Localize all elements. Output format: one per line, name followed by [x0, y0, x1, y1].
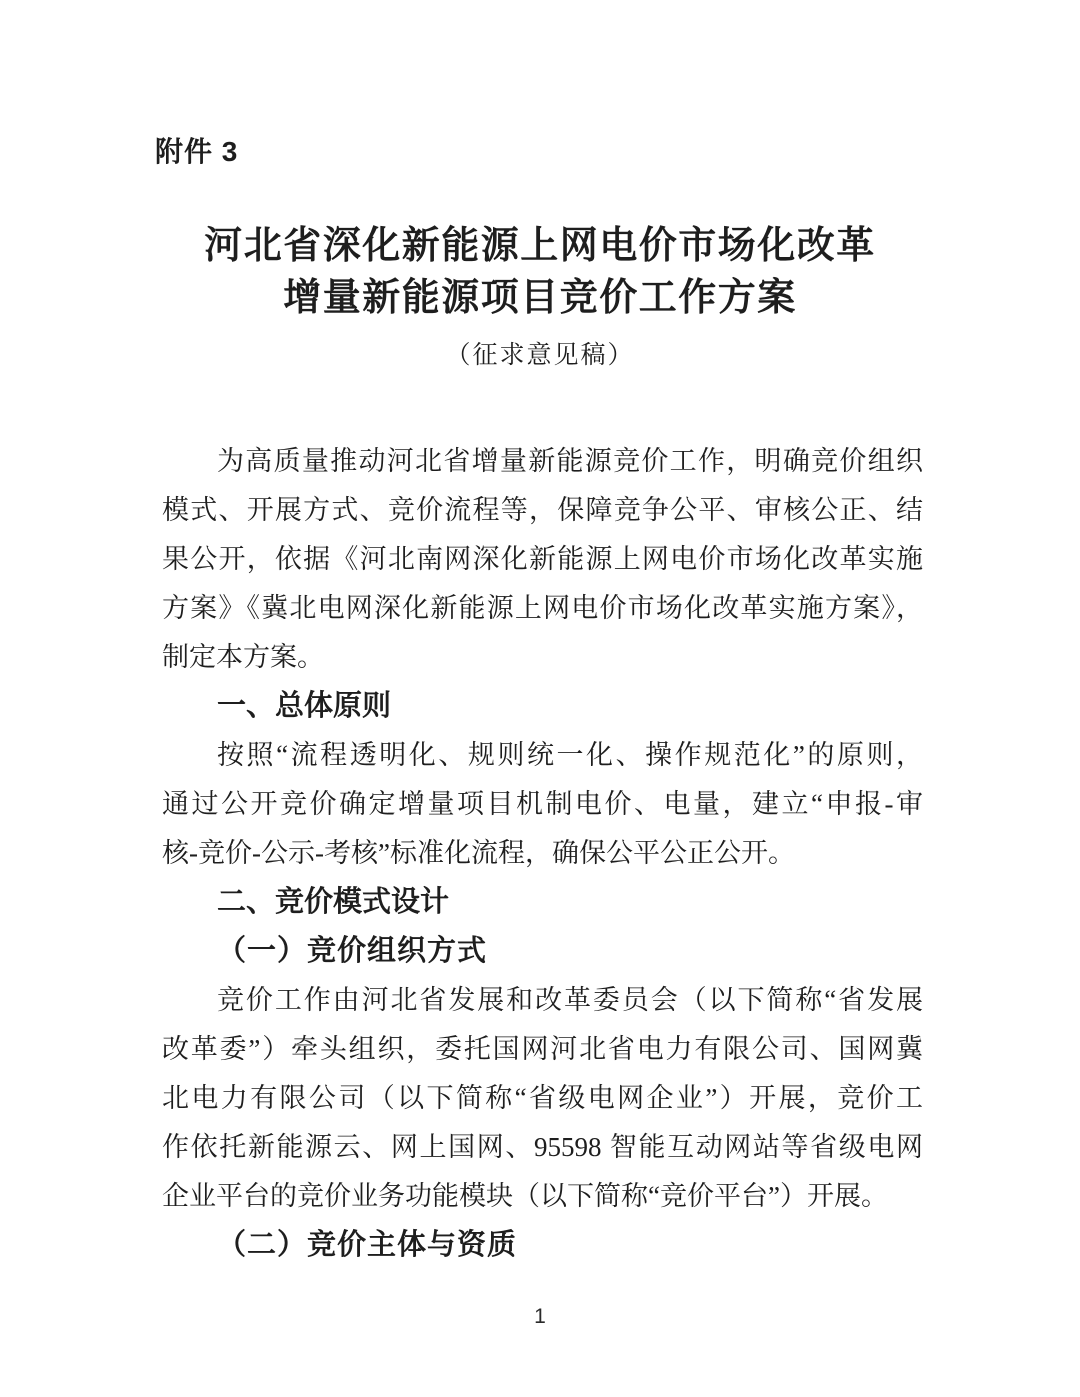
subsection-heading-2-1: （一）竞价组织方式 [217, 935, 488, 967]
subsection-heading-2-2: （二）竞价主体与资质 [217, 1229, 518, 1261]
paragraph-line: 竞价工作由河北省发展和改革委员会（以下简称“省发展 [217, 985, 923, 1015]
paragraph-line: 模式、开展方式、竞价流程等，保障竞争公平、审核公正、结 [162, 495, 923, 525]
paragraph-line: 为高质量推动河北省增量新能源竞价工作，明确竞价组织 [217, 446, 923, 476]
paragraph-line: 企业平台的竞价业务功能模块（以下简称“竞价平台”）开展。 [162, 1181, 888, 1211]
doc-title-line-1: 河北省深化新能源上网电价市场化改革 [204, 225, 876, 267]
doc-title-line-2: 增量新能源项目竞价工作方案 [283, 277, 797, 319]
paragraph-line: 制定本方案。 [162, 642, 324, 672]
paragraph-line: 方案》《冀北电网深化新能源上网电价市场化改革实施方案》， [162, 593, 923, 623]
paragraph-line: 改革委”）牵头组织，委托国网河北省电力有限公司、国网冀 [162, 1034, 923, 1064]
doc-subtitle: （征求意见稿） [445, 342, 635, 369]
attachment-label: 附件 3 [155, 136, 239, 167]
paragraph-line: 通过公开竞价确定增量项目机制电价、电量，建立“申报-审 [162, 789, 923, 819]
paragraph-line: 作依托新能源云、网上国网、95598 智能互动网站等省级电网 [162, 1132, 923, 1162]
section-heading-1: 一、总体原则 [217, 690, 392, 722]
paragraph-line: 果公开，依据《河北南网深化新能源上网电价市场化改革实施 [162, 544, 923, 574]
paragraph-line: 核-竞价-公示-考核”标准化流程，确保公平公正公开。 [162, 838, 795, 868]
page-number: 1 [534, 1305, 546, 1328]
section-heading-2: 二、竞价模式设计 [217, 886, 450, 918]
document-body [162, 437, 923, 1270]
paragraph-line: 按照“流程透明化、规则统一化、操作规范化”的原则， [217, 740, 923, 770]
paragraph-line: 北电力有限公司（以下简称“省级电网企业”）开展，竞价工 [162, 1083, 923, 1113]
doc-title [0, 220, 1080, 324]
